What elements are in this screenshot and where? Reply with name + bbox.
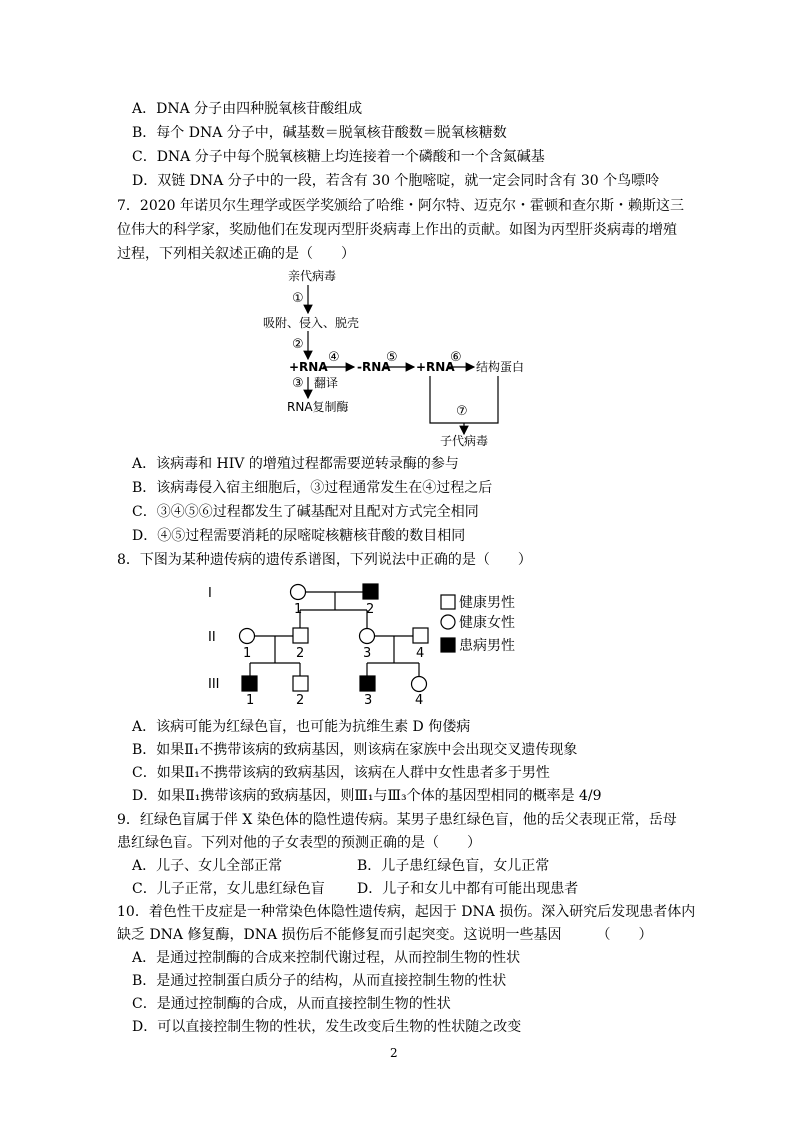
step4-marker: ④: [328, 350, 340, 365]
step6-marker: ⑥: [450, 350, 462, 365]
q10-stem-line-1: 10．着色性干皮症是一种常染色体隐性遗传病，起因于 DNA 损伤。深入研究后发现患者体内: [117, 904, 696, 920]
gen2-num-3: 3: [363, 646, 372, 661]
legend-healthy-female: 健康女性: [459, 615, 515, 631]
step2-marker: ②: [292, 337, 304, 352]
q7-stem-line-2: 位伟大的科学家，奖励他们在发现丙型肝炎病毒上作出的贡献。如图为丙型肝炎病毒的增殖: [117, 222, 677, 238]
gen1-num-1: 1: [294, 602, 303, 617]
legend-affected-male: 患病男性: [459, 638, 515, 654]
q10-stem-line-2: 缺乏 DNA 修复酶，DNA 损伤后不能修复而引起突变。这说明一些基因 （ ）: [117, 927, 653, 943]
gen2-num-2: 2: [296, 646, 305, 661]
minus-rna: -RNA: [357, 360, 391, 374]
parent-virus-label: 亲代病毒: [288, 269, 337, 283]
q10-option-b: B．是通过控制蛋白质分子的结构，从而直接控制生物的性状: [132, 973, 507, 989]
q9-option-d: D．儿子和女儿中都有可能出现患者: [357, 881, 579, 897]
translate-label: 翻译: [314, 376, 339, 390]
gen1-num-2: 2: [366, 602, 375, 617]
q8-option-a: A．该病可能为红绿色盲，也可能为抗维生素 D 佝偻病: [132, 719, 471, 735]
q10-option-d: D．可以直接控制生物的性状，发生改变后生物的性状随之改变: [132, 1019, 522, 1035]
q7-option-a: A．该病毒和 HIV 的增殖过程都需要逆转录酶的参与: [132, 456, 459, 472]
gen-label-3: III: [208, 677, 220, 692]
q6-option-d: D．双链 DNA 分子中的一段，若含有 30 个胞嘧啶，就一定会同时含有 30 个鸟嘌呤: [132, 173, 660, 189]
q6-option-a: A．DNA 分子由四种脱氧核苷酸组成: [132, 101, 363, 117]
gen3-male-3-affected: [360, 676, 375, 691]
plus-rna-2: +RNA: [416, 360, 455, 374]
plus-rna-1: +RNA: [289, 360, 328, 374]
q7-stem-line-1: 7．2020 年诺贝尔生理学或医学奖颁给了哈维・阿尔特、迈克尔・霍顿和查尔斯・赖斯这三: [117, 198, 684, 214]
q8-option-b: B．如果Ⅱ₁不携带该病的致病基因，则该病在家族中会出现交叉遗传现象: [132, 742, 578, 758]
gen3-num-3: 3: [364, 693, 373, 705]
q9-stem-line-1: 9．红绿色盲属于伴 X 染色体的隐性遗传病。某男子患红绿色盲，他的岳父表现正常，岳母: [117, 812, 677, 828]
gen-label-1: I: [208, 586, 212, 601]
step5-marker: ⑤: [386, 350, 398, 365]
rna-replicase-label: RNA复制酶: [287, 400, 349, 414]
q7-stem-line-3: 过程，下列相关叙述正确的是（ ）: [117, 246, 355, 262]
q7-option-b: B．该病毒侵入宿主细胞后，③过程通常发生在④过程之后: [132, 480, 493, 496]
gen2-female-3: [360, 629, 375, 644]
gen2-num-1: 1: [243, 646, 252, 661]
step3-marker: ③: [292, 376, 304, 391]
q6-option-c: C．DNA 分子中每个脱氧核糖上均连接着一个磷酸和一个含氮碱基: [132, 149, 545, 165]
gen3-num-4: 4: [415, 693, 424, 705]
virus-replication-diagram: [0, 0, 794, 460]
q8-stem: 8．下图为某种遗传病的遗传系谱图，下列说法中正确的是（ ）: [117, 552, 532, 568]
legend-healthy-female-symbol: [441, 615, 455, 629]
q7-option-d: D．④⑤过程需要消耗的尿嘧啶核糖核苷酸的数目相同: [132, 528, 466, 544]
step7-marker: ⑦: [456, 404, 468, 419]
adsorb-label: 吸附、侵入、脱壳: [263, 316, 360, 330]
q10-option-c: C．是通过控制酶的合成，从而直接控制生物的性状: [132, 996, 451, 1012]
gen1-female-1: [291, 585, 306, 600]
gen-label-2: II: [208, 630, 216, 645]
q7-option-c: C．③④⑤⑥过程都发生了碱基配对且配对方式完全相同: [132, 504, 479, 520]
gen3-female-4: [412, 677, 427, 692]
page-number: 2: [390, 1046, 398, 1060]
gen2-num-4: 4: [416, 646, 425, 661]
structural-protein-label: 结构蛋白: [476, 360, 525, 374]
legend-healthy-male-symbol: [441, 595, 455, 609]
gen2-male-4: [413, 628, 428, 643]
pedigree-chart: [0, 575, 794, 705]
offspring-virus-label: 子代病毒: [440, 434, 489, 448]
legend-affected-male-symbol: [441, 638, 455, 652]
step1-marker: ①: [292, 291, 304, 306]
q10-option-a: A．是通过控制酶的合成来控制代谢过程，从而控制生物的性状: [132, 950, 521, 966]
q9-option-c: C．儿子正常，女儿患红绿色盲: [132, 881, 325, 897]
gen3-num-2: 2: [296, 693, 305, 705]
q9-stem-line-2: 患红绿色盲。下列对他的子女表型的预测正确的是（ ）: [117, 835, 481, 851]
q9-option-a: A．儿子、女儿全部正常: [132, 858, 283, 874]
q8-option-c: C．如果Ⅱ₁不携带该病的致病基因，该病在人群中女性患者多于男性: [132, 765, 550, 781]
gen3-male-2: [293, 676, 308, 691]
legend-healthy-male: 健康男性: [459, 595, 515, 611]
gen3-num-1: 1: [246, 693, 255, 705]
gen2-female-1: [240, 629, 255, 644]
q6-option-b: B．每个 DNA 分子中，碱基数＝脱氧核苷酸数＝脱氧核糖数: [132, 125, 507, 141]
q9-option-b: B．儿子患红绿色盲，女儿正常: [357, 858, 550, 874]
q8-option-d: D．如果Ⅱ₁携带该病的致病基因，则Ⅲ₁与Ⅲ₃个体的基因型相同的概率是 4/9: [132, 788, 602, 804]
gen1-male-2-affected: [363, 584, 378, 599]
gen2-male-2: [293, 628, 308, 643]
gen3-male-1-affected: [242, 676, 257, 691]
